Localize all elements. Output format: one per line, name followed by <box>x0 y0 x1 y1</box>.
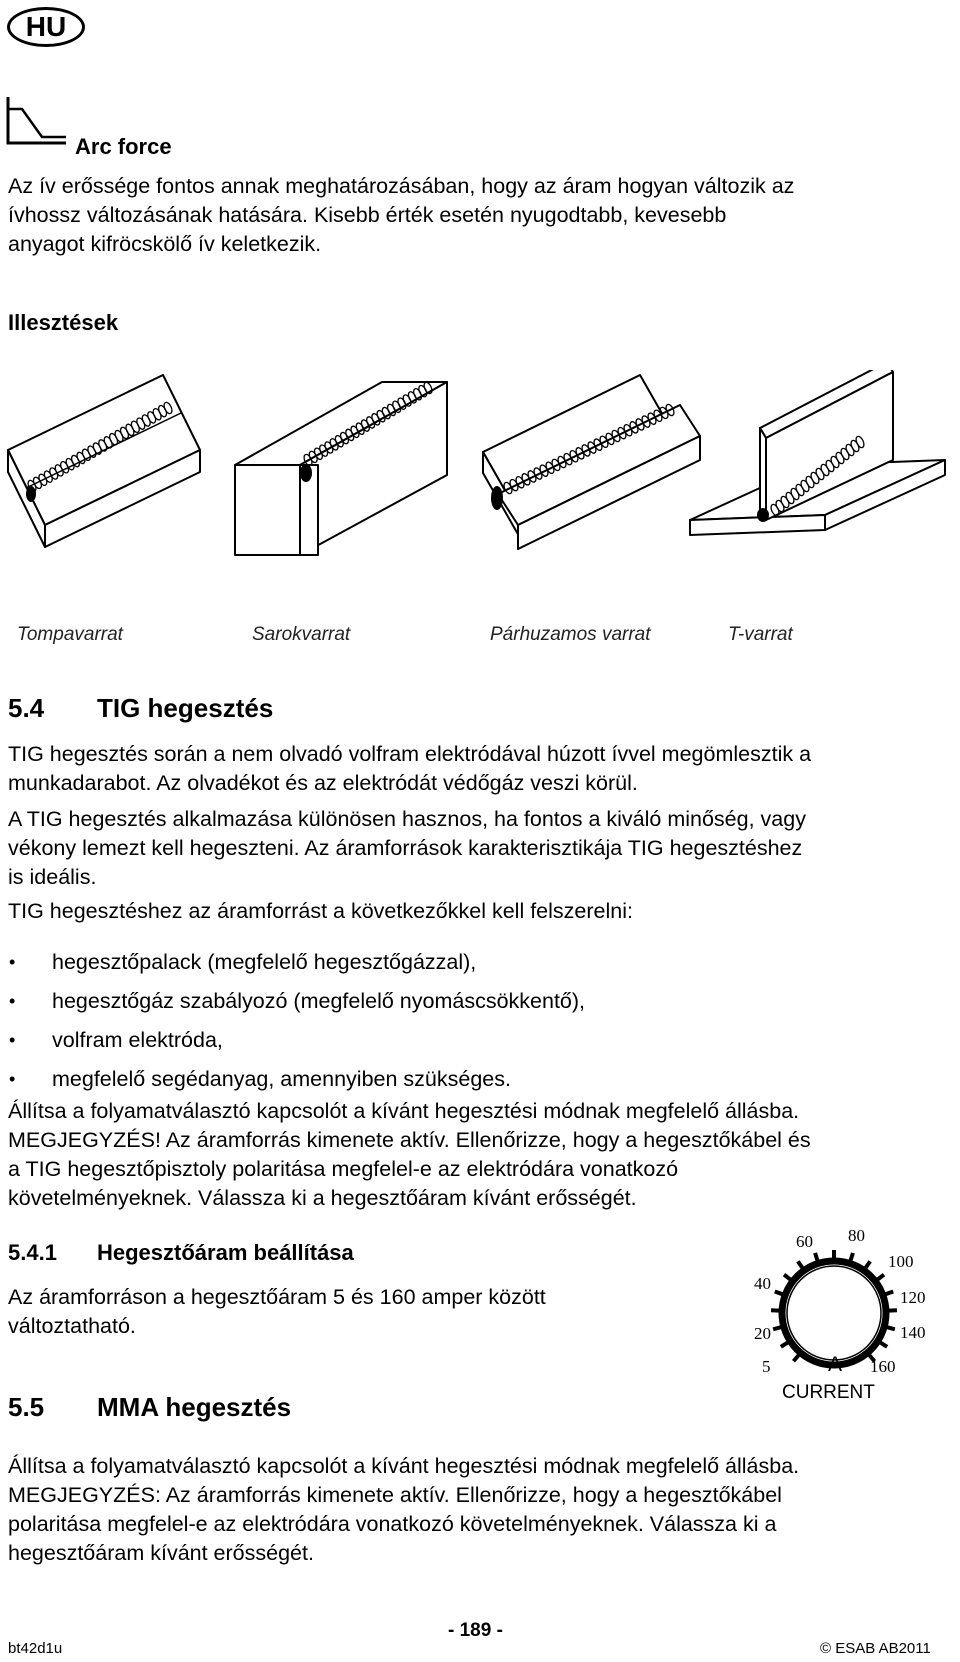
t-joint-illustration <box>690 370 945 535</box>
footer-copyright: © ESAB AB2011 <box>820 1640 931 1657</box>
footer-code: bt42d1u <box>8 1640 63 1657</box>
current-setting-text: Az áramforráson a hegesztőáram 5 és 160 amper között változtatható. <box>8 1285 546 1338</box>
dial-label-140: 140 <box>900 1323 926 1342</box>
dial-label-80: 80 <box>848 1226 865 1245</box>
dial-label-40: 40 <box>754 1274 771 1293</box>
butt-joint-illustration <box>8 375 200 547</box>
dial-label-100: 100 <box>888 1252 914 1271</box>
tig-paragraph-4: Állítsa a folyamatválasztó kapcsolót a kívánt hegesztési módnak megfelelő állásba. MEGJEGYZÉS! Az áramforrás kimenete aktív. Ellenőrizze, hogy a hegesztőkábel és a TIG hegesztőpisztoly polaritása megfelel-e az elektródára vonatkozó követelményeknek. Válassza ki a hegesztőáram kívánt erősségét. <box>8 1099 811 1210</box>
tig-paragraph-3: TIG hegesztéshez az áramforrást a következőkkel kell felszerelni: <box>8 899 633 923</box>
tig-paragraph-1: TIG hegesztés során a nem olvadó volfram elektródával húzott ívvel megömlesztik a munkadarabot. Az olvadékot és az elektródát védőgáz veszi körül. <box>8 742 812 795</box>
bullet-icon: • <box>9 1069 16 1089</box>
caption-corner-joint: Sarokvarrat <box>252 624 351 645</box>
joint-illustrations <box>0 370 960 565</box>
tig-section-number: 5.4 <box>8 693 45 723</box>
dial-label-160: 160 <box>870 1357 896 1376</box>
dial-label-20: 20 <box>754 1324 771 1343</box>
dial-caption: CURRENT <box>782 1382 875 1403</box>
bullet-icon: • <box>9 952 16 972</box>
corner-joint-illustration <box>235 382 447 555</box>
dial-label-120: 120 <box>900 1288 926 1307</box>
tig-paragraph-2: A TIG hegesztés alkalmazása különösen hasznos, ha fontos a kiváló minőség, vagy vékony lemezt kell hegeszteni. Az áramforrások karakterisztikája TIG hegesztéshez is ideális. <box>8 807 806 889</box>
arc-force-text: Az ív erőssége fontos annak meghatározásában, hogy az áram hogyan változik az ívhossz változásának hatására. Kisebb érték esetén nyugodtabb, kevesebb anyagot kifröcskölő ív keletkezik. <box>8 174 795 256</box>
arc-force-title: Arc force <box>75 134 172 159</box>
caption-lap-joint: Párhuzamos varrat <box>490 624 651 645</box>
list-item: megfelelő segédanyag, amennyiben szükséges. <box>52 1067 511 1091</box>
bullet-icon: • <box>9 991 16 1011</box>
list-item: hegesztőgáz szabályozó (megfelelő nyomáscsökkentő), <box>52 989 586 1013</box>
mma-section-number: 5.5 <box>8 1392 45 1422</box>
bullet-icon: • <box>9 1030 16 1050</box>
dial-unit: A <box>828 1353 843 1376</box>
language-badge: HU <box>7 7 85 47</box>
mma-text: Állítsa a folyamatválasztó kapcsolót a kívánt hegesztési módnak megfelelő állásba. MEGJEGYZÉS: Az áramforrás kimenete aktív. Ellenőrizze, hogy a hegesztőkábel polaritása megfelel-e az elektródára vonatkozó követelményeknek. Válassza ki a hegesztőáram kívánt erősségét. <box>8 1454 800 1565</box>
list-item: hegesztőpalack (megfelelő hegesztőgázzal), <box>52 950 477 974</box>
caption-butt-joint: Tompavarrat <box>17 624 123 645</box>
arc-force-symbol-icon <box>4 95 70 151</box>
joints-title: Illesztések <box>8 310 119 335</box>
caption-t-joint: T-varrat <box>728 624 793 645</box>
current-setting-title: Hegesztőáram beállítása <box>97 1240 354 1265</box>
current-setting-number: 5.4.1 <box>8 1240 57 1265</box>
dial-label-5: 5 <box>762 1357 771 1376</box>
tig-section-title: TIG hegesztés <box>97 693 274 723</box>
lap-joint-illustration <box>483 375 700 549</box>
dial-label-60: 60 <box>796 1232 813 1251</box>
list-item: volfram elektróda, <box>52 1028 223 1052</box>
page-number: - 189 - <box>448 1620 503 1641</box>
mma-section-title: MMA hegesztés <box>97 1392 292 1422</box>
